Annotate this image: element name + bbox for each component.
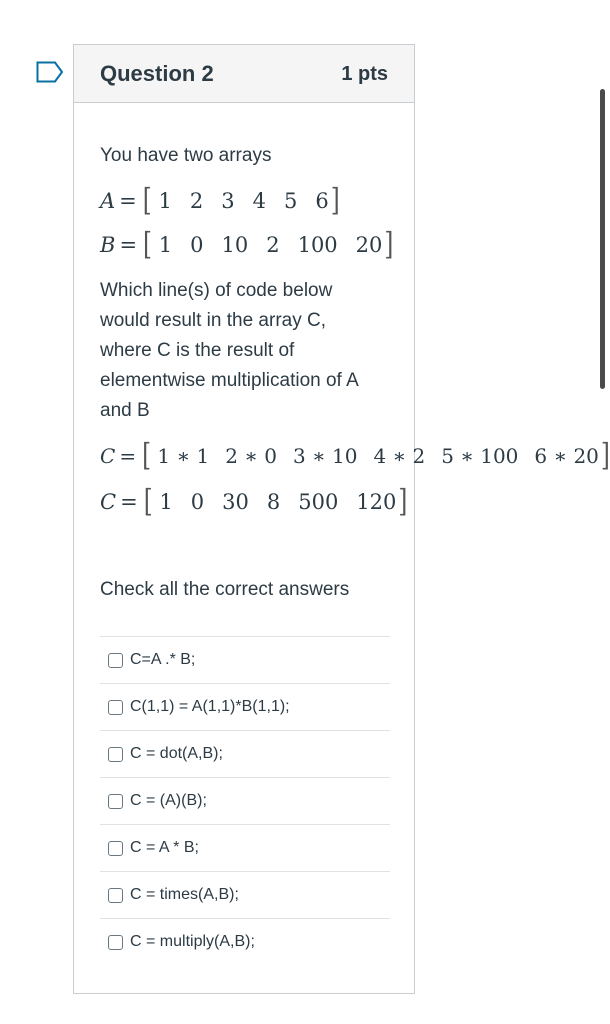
answer-label[interactable]: C = dot(A,B); <box>130 745 223 762</box>
question-header <box>74 45 414 103</box>
answer-checkbox[interactable] <box>108 653 123 668</box>
answer-label[interactable]: C=A .* B; <box>130 651 196 668</box>
product-result-value: 500 <box>298 490 339 514</box>
question-title: Question 2 <box>100 61 214 86</box>
question-intro: You have two arrays <box>100 145 272 166</box>
array-a-equation: A = [ 1 2 3 4 5 6] <box>100 183 340 219</box>
array-b-value: 0 <box>190 233 204 257</box>
question-description <box>100 276 359 426</box>
product-expr-value: 3 ∗ 10 <box>292 444 358 468</box>
description-line: and B <box>100 400 150 421</box>
flag-question-icon[interactable] <box>36 61 64 83</box>
array-a-value: 6 <box>315 189 329 213</box>
answer-label[interactable]: C = multiply(A,B); <box>130 933 255 950</box>
array-a-value: 4 <box>252 189 266 213</box>
answer-option[interactable] <box>100 636 390 683</box>
array-b-value: 2 <box>266 233 280 257</box>
product-result-value: 8 <box>266 490 281 514</box>
product-result-value: 1 <box>159 490 173 514</box>
description-line: Which line(s) of code below <box>100 280 333 301</box>
answer-checkbox[interactable] <box>108 700 123 715</box>
product-expr-value: 2 ∗ 0 <box>225 444 277 468</box>
array-a-name: A <box>100 189 116 213</box>
array-b-value: 10 <box>221 233 249 257</box>
array-a-value: 1 <box>158 189 172 213</box>
product-expr-value: 4 ∗ 2 <box>373 444 426 468</box>
answer-option[interactable] <box>100 683 390 730</box>
answer-option[interactable] <box>100 918 390 965</box>
scrollbar[interactable] <box>600 89 605 389</box>
description-line: where C is the result of <box>100 340 295 361</box>
product-result-equation: C = [ 1 0 30 8 500 120] <box>100 484 408 520</box>
answer-checkbox[interactable] <box>108 794 123 809</box>
answer-checkbox[interactable] <box>108 841 123 856</box>
product-expr-value: 6 ∗ 20 <box>534 444 599 468</box>
array-a-value: 2 <box>189 189 204 213</box>
answer-checkbox[interactable] <box>108 888 123 903</box>
answer-label[interactable]: C(1,1) = A(1,1)*B(1,1); <box>130 698 290 715</box>
answer-option[interactable] <box>100 824 390 871</box>
answer-list <box>100 636 390 965</box>
array-b-name: B <box>100 233 116 257</box>
description-line: elementwise multiplication of A <box>100 370 359 391</box>
question-card <box>73 44 610 994</box>
answer-option[interactable] <box>100 777 390 824</box>
answer-label[interactable]: C = times(A,B); <box>130 886 239 903</box>
product-result-value: 120 <box>356 490 397 514</box>
array-a-value: 3 <box>221 189 235 213</box>
array-b-value: 20 <box>355 233 383 257</box>
array-b-equation: B = [ 1 0 10 2 100 20] <box>100 227 394 263</box>
array-a-value: 5 <box>283 189 298 213</box>
product-result-name: C <box>100 490 117 514</box>
answer-label[interactable]: C = A * B; <box>130 839 199 856</box>
product-expr-value: 1 ∗ 1 <box>157 444 210 468</box>
product-expr-name: C <box>100 444 116 468</box>
product-result-value: 0 <box>190 490 205 514</box>
array-b-value: 100 <box>297 233 338 257</box>
answer-option[interactable] <box>100 730 390 777</box>
answer-checkbox[interactable] <box>108 747 123 762</box>
answer-prompt: Check all the correct answers <box>100 579 350 600</box>
product-result-value: 30 <box>222 490 249 514</box>
answer-checkbox[interactable] <box>108 935 123 950</box>
answer-option[interactable] <box>100 871 390 918</box>
description-line: would result in the array C, <box>100 310 326 331</box>
question-points: 1 pts <box>341 63 388 85</box>
answer-label[interactable]: C = (A)(B); <box>130 792 207 809</box>
product-expr-value: 5 ∗ 100 <box>441 444 519 468</box>
product-expression-equation: C = [ 1 ∗ 1 2 ∗ 0 3 ∗ 10 4 ∗ 2 5 ∗ 100 6 ∗ 20] <box>100 438 610 474</box>
array-b-value: 1 <box>158 233 173 257</box>
